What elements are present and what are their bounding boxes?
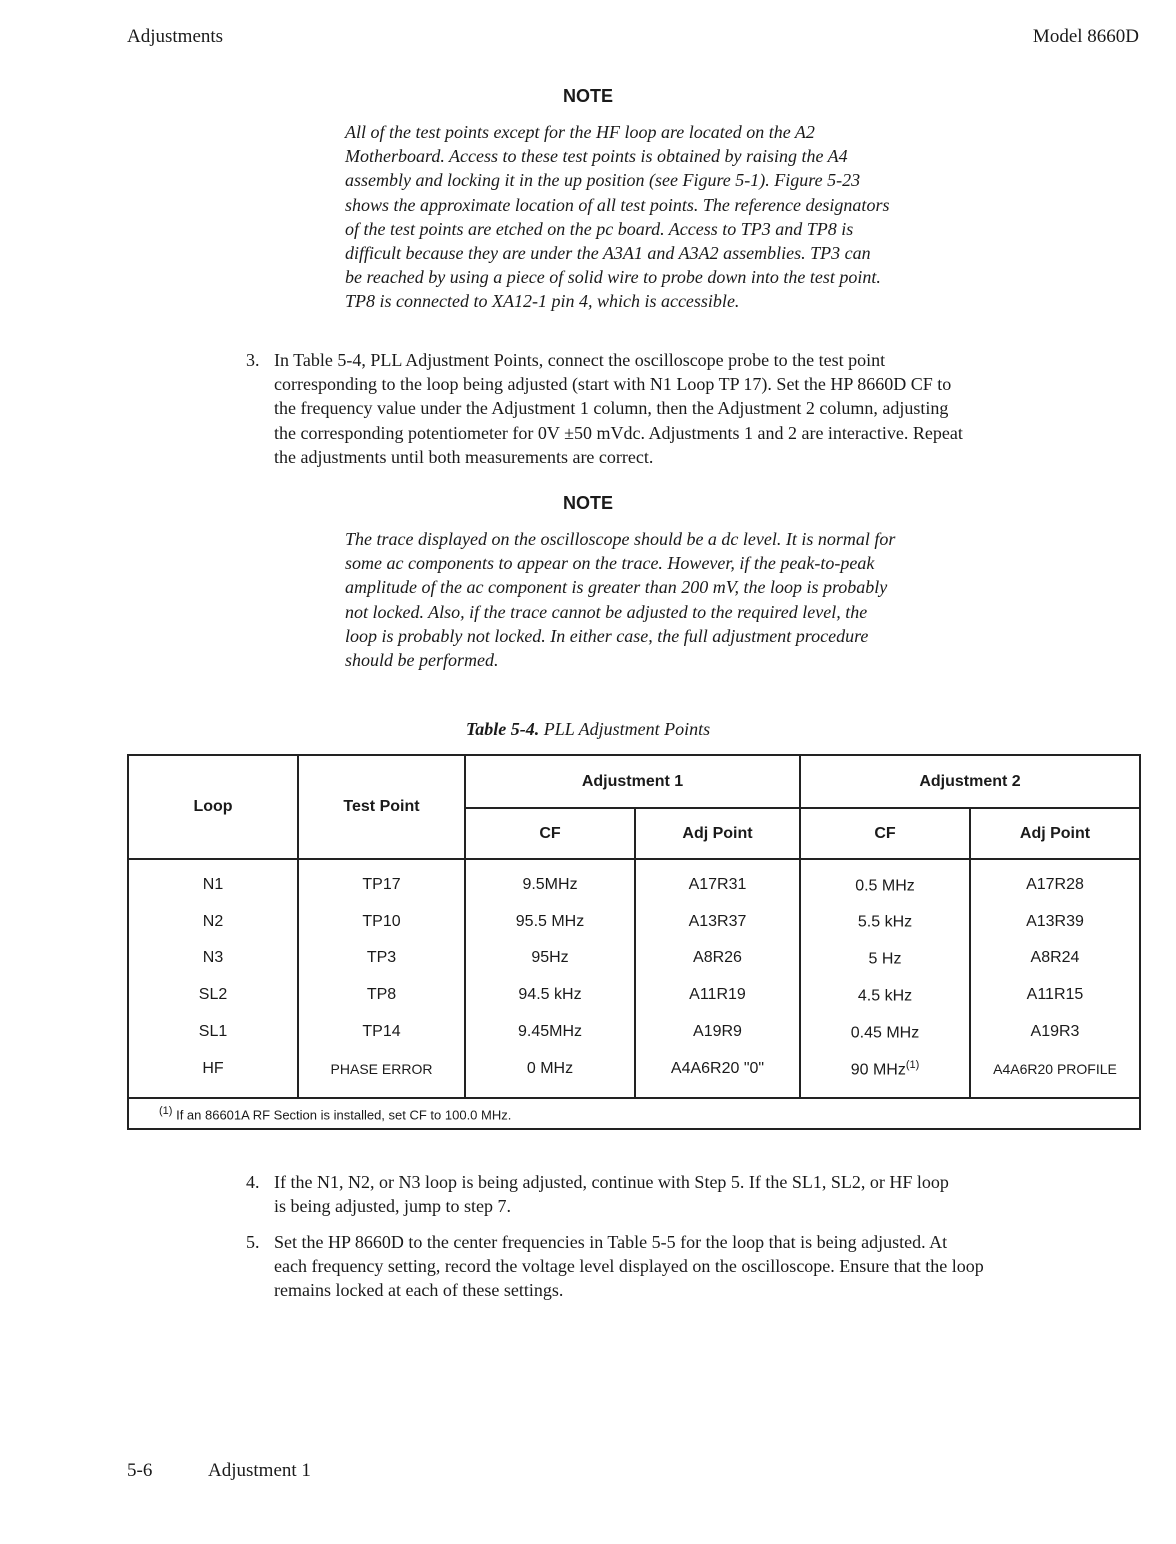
cell-adj2-cf bbox=[800, 977, 970, 1014]
cf-value: 4.5 kHz bbox=[857, 987, 913, 1005]
note-line: some ac components to appear on the trace. However, if the peak-to-peak bbox=[345, 553, 875, 574]
table-caption bbox=[0, 719, 1176, 740]
cell-adj2-cf bbox=[800, 1050, 970, 1098]
cf-value: 5.5 kHz bbox=[857, 913, 913, 931]
cell-adj2-cf bbox=[800, 859, 970, 903]
cell-adj1-cf: 9.5MHz bbox=[465, 859, 635, 903]
running-header-left: Adjustments bbox=[127, 26, 224, 47]
step-4 bbox=[246, 1170, 1139, 1218]
note-line: loop is probably not locked. In either case, the full adjustment procedure bbox=[345, 625, 869, 646]
step-line: Set the HP 8660D to the center frequencies in Table 5-5 for the loop that is being adjusted. At bbox=[274, 1232, 948, 1252]
step-line: corresponding to the loop being adjusted (start with N1 Loop TP 17). Set the HP 8660D CF to bbox=[274, 374, 952, 395]
cell-loop: N3 bbox=[128, 940, 298, 977]
note-line: All of the test points except for the HF loop are located on the A2 bbox=[345, 122, 815, 142]
header-adj-point: Adj Point bbox=[635, 808, 800, 859]
cell-test-point: TP3 bbox=[298, 940, 465, 977]
cell-adj1-point: A8R26 bbox=[635, 940, 800, 977]
table-row bbox=[128, 977, 1140, 1014]
cell-loop: HF bbox=[128, 1050, 298, 1098]
header-cf: CF bbox=[465, 808, 635, 859]
cell-adj1-cf: 94.5 kHz bbox=[465, 977, 635, 1014]
cell-adj1-point: A4A6R20 "0" bbox=[635, 1050, 800, 1098]
footnote-text: If an 86601A RF Section is installed, set CF to 100.0 MHz. bbox=[176, 1107, 512, 1123]
header-adjustment-1: Adjustment 1 bbox=[465, 755, 800, 808]
step-line: remains locked at each of these settings. bbox=[274, 1280, 564, 1301]
header-test-point: Test Point bbox=[298, 755, 465, 859]
step-line: In Table 5-4, PLL Adjustment Points, connect the oscilloscope probe to the test point bbox=[274, 350, 886, 370]
step-line: is being adjusted, jump to step 7. bbox=[274, 1196, 511, 1217]
note-body bbox=[345, 120, 1020, 314]
note-line: amplitude of the ac component is greater than 200 mV, the loop is probably bbox=[345, 577, 888, 598]
cf-footnote-mark: (1) bbox=[905, 1058, 920, 1071]
footnote-mark: (1) bbox=[159, 1104, 173, 1117]
cell-adj1-point: A13R37 bbox=[635, 903, 800, 940]
cell-loop: SL2 bbox=[128, 977, 298, 1014]
note-body bbox=[345, 527, 1020, 672]
cell-adj1-point: A17R31 bbox=[635, 859, 800, 903]
step-number: 3. bbox=[246, 350, 260, 370]
step-line: If the N1, N2, or N3 loop is being adjusted, continue with Step 5. If the SL1, SL2, or HF loop bbox=[274, 1172, 949, 1192]
cf-value: 0.45 MHz bbox=[850, 1024, 920, 1042]
note-title: NOTE bbox=[562, 493, 613, 513]
note-line: The trace displayed on the oscilloscope should be a dc level. It is normal for bbox=[345, 529, 896, 549]
cell-test-point: TP17 bbox=[298, 859, 465, 903]
cell-adj1-point: A19R9 bbox=[635, 1013, 800, 1050]
note-line: TP8 is connected to XA12-1 pin 4, which is accessible. bbox=[345, 291, 740, 312]
cell-loop: N2 bbox=[128, 903, 298, 940]
note-line: Motherboard. Access to these test points is obtained by raising the A4 bbox=[345, 146, 848, 167]
cell-test-point: PHASE ERROR bbox=[298, 1050, 465, 1098]
cell-adj1-cf: 95.5 MHz bbox=[465, 903, 635, 940]
cf-value: 5 Hz bbox=[868, 950, 902, 968]
cell-adj2-point: A19R3 bbox=[970, 1013, 1140, 1050]
cell-adj1-cf: 95Hz bbox=[465, 940, 635, 977]
footer-section: Adjustment 1 bbox=[208, 1460, 311, 1481]
cell-adj1-cf: 0 MHz bbox=[465, 1050, 635, 1098]
cell-adj2-cf bbox=[800, 940, 970, 977]
step-line: the adjustments until both measurements are correct. bbox=[274, 446, 654, 467]
step-number: 4. bbox=[246, 1172, 260, 1192]
note-line: difficult because they are under the A3A1 and A3A2 assemblies. TP3 can bbox=[345, 243, 871, 264]
table-caption-title: PLL Adjustment Points bbox=[543, 719, 711, 739]
note-title: NOTE bbox=[562, 86, 613, 106]
cell-adj2-point: A11R15 bbox=[970, 977, 1140, 1014]
cell-adj2-cf bbox=[800, 903, 970, 940]
cell-adj2-cf bbox=[800, 1013, 970, 1050]
header-adj-point: Adj Point bbox=[970, 808, 1140, 859]
cell-test-point: TP10 bbox=[298, 903, 465, 940]
note-line: be reached by using a piece of solid wire to probe down into the test point. bbox=[345, 267, 881, 288]
cell-test-point: TP8 bbox=[298, 977, 465, 1014]
table-row bbox=[128, 1050, 1140, 1098]
step-3 bbox=[246, 348, 1139, 469]
note-line: should be performed. bbox=[345, 650, 499, 671]
note-line: shows the approximate location of all test points. The reference designators bbox=[345, 194, 890, 215]
step-line: the corresponding potentiometer for 0V ±50 mVdc. Adjustments 1 and 2 are interactive. Repeat bbox=[274, 422, 963, 443]
page-number: 5-6 bbox=[127, 1460, 153, 1481]
table-row bbox=[128, 859, 1140, 903]
step-5 bbox=[246, 1230, 1139, 1303]
step-number: 5. bbox=[246, 1232, 260, 1252]
cell-adj1-point: A11R19 bbox=[635, 977, 800, 1014]
header-adjustment-2: Adjustment 2 bbox=[800, 755, 1140, 808]
cell-adj2-point: A4A6R20 PROFILE bbox=[970, 1050, 1140, 1098]
cell-adj2-point: A13R39 bbox=[970, 903, 1140, 940]
cell-adj2-point: A8R24 bbox=[970, 940, 1140, 977]
cf-value: 0.5 MHz bbox=[855, 876, 915, 894]
cell-adj2-point: A17R28 bbox=[970, 859, 1140, 903]
step-line: each frequency setting, record the voltage level displayed on the oscilloscope. Ensure that the loop bbox=[274, 1256, 984, 1277]
note-line: assembly and locking it in the up position (see Figure 5-1). Figure 5-23 bbox=[345, 170, 861, 191]
header-loop: Loop bbox=[128, 755, 298, 859]
cf-value: 90 MHz bbox=[850, 1060, 906, 1078]
pll-adjustment-table bbox=[127, 754, 1141, 1130]
table-row bbox=[128, 940, 1140, 977]
cell-loop: N1 bbox=[128, 859, 298, 903]
table-row bbox=[128, 1013, 1140, 1050]
header-cf: CF bbox=[800, 808, 970, 859]
step-line: the frequency value under the Adjustment 1 column, then the Adjustment 2 column, adjusting bbox=[274, 398, 949, 419]
note-line: not locked. Also, if the trace cannot be adjusted to the required level, the bbox=[345, 601, 868, 622]
cell-test-point: TP14 bbox=[298, 1013, 465, 1050]
cell-loop: SL1 bbox=[128, 1013, 298, 1050]
cell-adj1-cf: 9.45MHz bbox=[465, 1013, 635, 1050]
table-footnote bbox=[128, 1098, 1140, 1129]
running-header-right: Model 8660D bbox=[1032, 26, 1139, 47]
table-caption-label: Table 5-4. bbox=[465, 719, 540, 739]
note-line: of the test points are etched on the pc board. Access to TP3 and TP8 is bbox=[345, 218, 854, 239]
table-row bbox=[128, 903, 1140, 940]
